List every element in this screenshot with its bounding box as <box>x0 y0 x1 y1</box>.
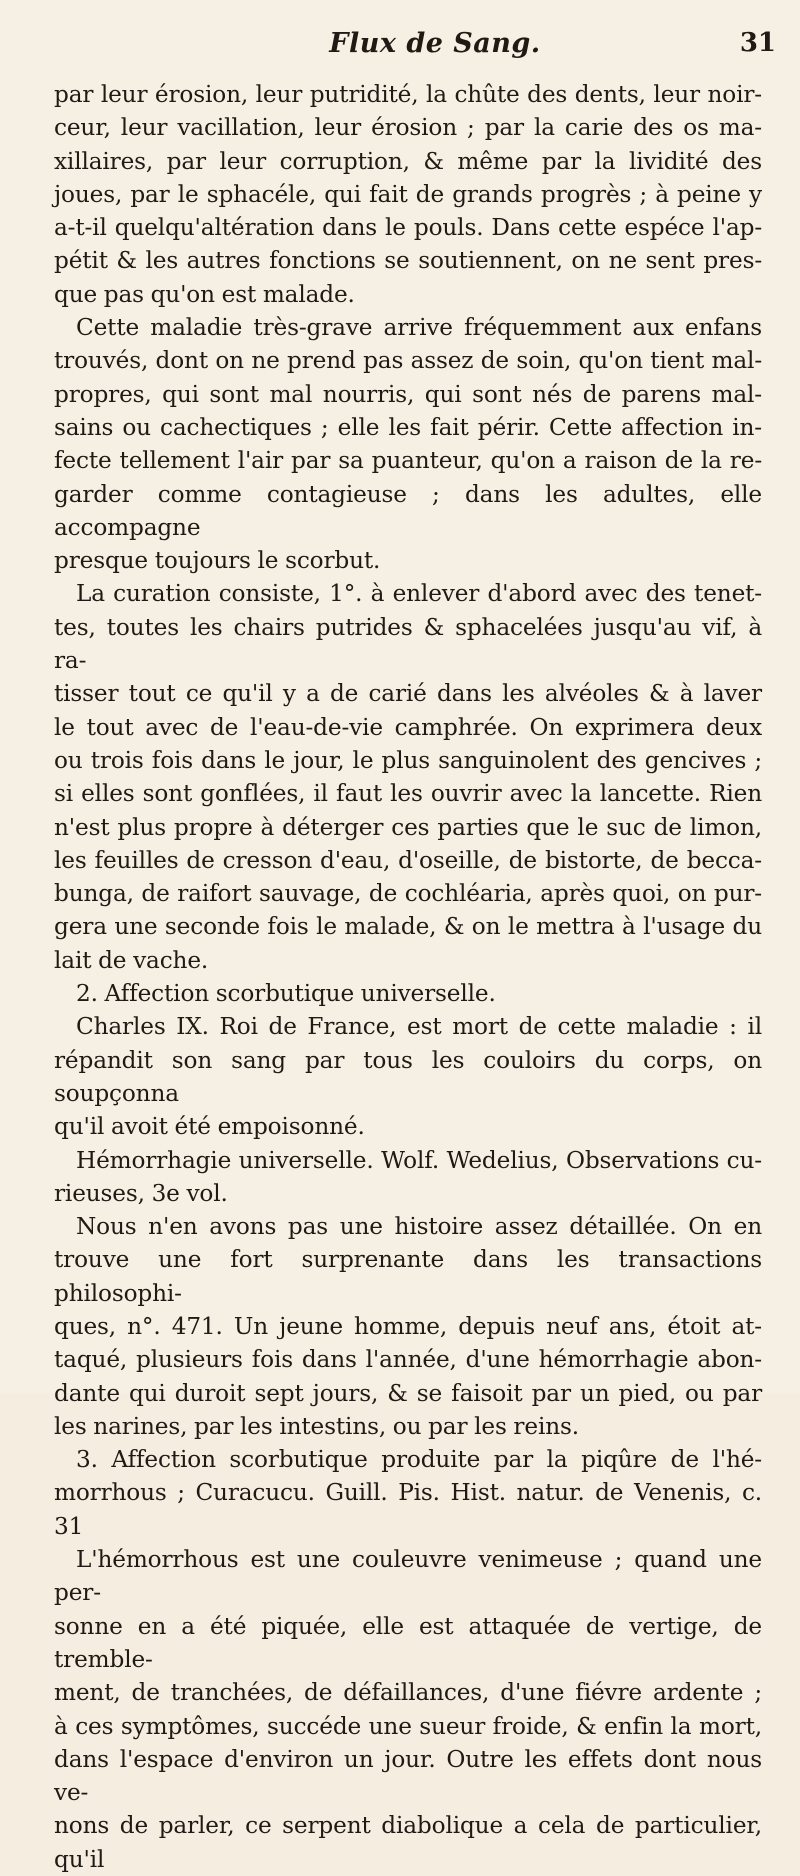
text-line: garder comme contagieuse ; dans les adultes, elle accompagne <box>54 480 762 541</box>
text-line: ques, n°. 471. Un jeune homme, depuis neuf ans, étoit at- <box>54 1312 762 1340</box>
text-line: Cette maladie très-grave arrive fréquemment aux enfans <box>76 314 762 342</box>
text-line: gera une seconde fois le malade, & on le mettra à l'usage du <box>54 913 762 941</box>
text-line: tisser tout ce qu'il y a de carié dans les alvéoles & à laver <box>54 680 762 708</box>
text-line: L'hémorrhous est une couleuvre venimeuse ; quand une per- <box>54 1546 762 1607</box>
text-line: tes, toutes les chairs putrides & sphacelées jusqu'au vif, à ra- <box>54 613 762 675</box>
text-line: 3. Affection scorbutique produite par la piqûre de l'hé- <box>76 1446 762 1474</box>
text-line: La curation consiste, 1°. à enlever d'abord avec des tenet- <box>76 580 762 608</box>
text-line: répandit son sang par tous les couloirs du corps, on soupçonna <box>54 1046 762 1107</box>
text-line: bunga, de raifort sauvage, de cochléaria, après quoi, on pur- <box>54 880 762 908</box>
paragraph <box>54 78 762 311</box>
text-line: à ces symptômes, succéde une sueur froide, & enfin la mort, <box>54 1712 762 1740</box>
section-heading <box>54 977 762 1010</box>
text-line: 2. Affection scorbutique universelle. <box>76 980 496 1008</box>
text-line: Hémorrhagie universelle. Wolf. Wedelius, Observations cu- <box>76 1146 762 1174</box>
text-line: ment, de tranchées, de défaillances, d'une fiévre ardente ; <box>54 1679 762 1707</box>
paragraph <box>54 1443 762 1543</box>
text-line: presque toujours le scorbut. <box>54 547 381 575</box>
text-line: nons de parler, ce serpent diabolique a cela de particulier, qu'il <box>54 1812 762 1873</box>
text-line: ceur, leur vacillation, leur érosion ; par la carie des os ma- <box>54 114 762 142</box>
paragraph <box>54 1010 762 1143</box>
text-line: taqué, plusieurs fois dans l'année, d'une hémorrhagie abon- <box>54 1346 762 1374</box>
page-header <box>60 28 780 68</box>
text-line: dans l'espace d'environ un jour. Outre les effets dont nous ve- <box>54 1745 762 1807</box>
paragraph <box>54 577 762 977</box>
text-line: Charles IX. Roi de France, est mort de cette maladie : il <box>76 1013 762 1041</box>
paragraph <box>54 1144 762 1211</box>
text-line: ou trois fois dans le jour, le plus sanguinolent des gencives ; <box>54 746 762 774</box>
text-line: Nous n'en avons pas une histoire assez détaillée. On en <box>76 1213 762 1241</box>
text-line: sonne en a été piquée, elle est attaquée de vertige, de tremble- <box>54 1612 762 1673</box>
text-line: qu'il avoit été empoisonné. <box>54 1113 365 1141</box>
text-line: joues, par le sphacéle, qui fait de grands progrès ; à peine y <box>54 180 762 208</box>
text-line: morrhous ; Curacucu. Guill. Pis. Hist. natur. de Venenis, c. 31 <box>54 1479 762 1540</box>
paragraph <box>54 1210 762 1443</box>
text-line: les narines, par les intestins, ou par les reins. <box>54 1412 579 1440</box>
text-line: a-t-il quelqu'altération dans le pouls. Dans cette espéce l'ap- <box>54 214 762 242</box>
text-line: les feuilles de cresson d'eau, d'oseille, de bistorte, de becca- <box>54 846 762 874</box>
text-line: que pas qu'on est malade. <box>54 280 355 308</box>
paragraph <box>54 1543 762 1876</box>
text-line: rieuses, 3e vol. <box>54 1179 228 1207</box>
body-text <box>54 78 762 1876</box>
text-line: fecte tellement l'air par sa puanteur, qu'on a raison de la re- <box>54 447 762 475</box>
text-line: n'est plus propre à déterger ces parties que le suc de limon, <box>54 813 762 841</box>
text-line: propres, qui sont mal nourris, qui sont nés de parens mal- <box>54 380 762 408</box>
text-line: par leur érosion, leur putridité, la chûte des dents, leur noir- <box>54 81 762 108</box>
text-line: lait de vache. <box>54 946 209 974</box>
paragraph <box>54 311 762 577</box>
text-line: dante qui duroit sept jours, & se faisoit par un pied, ou par <box>54 1379 762 1407</box>
running-title: Flux de Sang. <box>329 28 541 59</box>
page-number: 31 <box>739 28 776 58</box>
text-line: trouvés, dont on ne prend pas assez de soin, qu'on tient mal- <box>54 347 762 375</box>
text-line: le tout avec de l'eau-de-vie camphrée. On exprimera deux <box>54 713 762 741</box>
text-line: sains ou cachectiques ; elle les fait périr. Cette affection in- <box>54 413 762 441</box>
text-line: xillaires, par leur corruption, & même par la lividité des <box>54 147 762 175</box>
text-line: pétit & les autres fonctions se soutiennent, on ne sent pres- <box>54 247 762 275</box>
text-line: si elles sont gonflées, il faut les ouvrir avec la lancette. Rien <box>54 780 762 808</box>
text-line: trouve une fort surprenante dans les transactions philosophi- <box>54 1246 762 1307</box>
